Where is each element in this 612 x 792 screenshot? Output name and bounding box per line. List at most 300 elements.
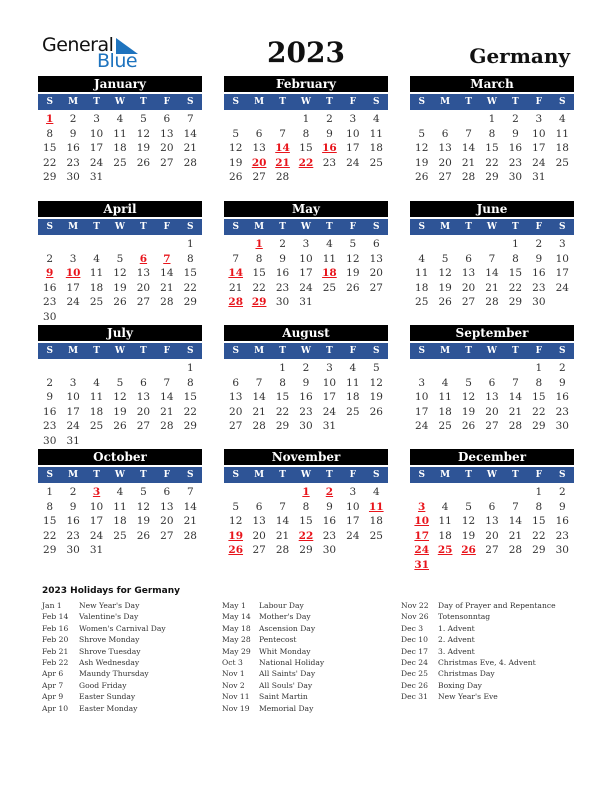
day-cell: 1 [302,113,310,125]
day-cell: 30 [43,310,57,323]
day-cell: 3 [558,238,566,250]
day-cell: 10 [346,127,360,140]
day-cell: 8 [535,500,543,513]
day-cell: 17 [89,142,104,154]
day-cell: 25 [322,281,337,294]
holiday-column [42,600,166,714]
weekday-label: S [558,470,566,480]
month-header: July [38,325,202,343]
holiday-row [42,691,166,702]
weekday-label: S [186,97,194,107]
day-cell: 7 [186,113,194,125]
day-cell: 1 [279,362,286,374]
day-cell: 11 [322,252,337,265]
empty-cell [410,237,433,252]
weekday-label: S [418,470,425,480]
holiday-date: Feb 16 [42,623,69,633]
day-cell: 20 [160,515,174,527]
holiday-date: Feb 21 [42,646,69,656]
day-cell: 20 [369,267,383,279]
weekday-label: T [93,346,100,356]
weekday-label: M [254,97,265,107]
weekday-label: T [279,222,286,232]
day-cell: 5 [116,252,124,265]
day-cell: 7 [232,252,240,265]
weekday-label: S [418,346,425,356]
day-cell: 27 [252,544,266,556]
holiday-day-cell: 10 [65,267,81,279]
day-cell: 26 [461,420,476,432]
day-cell: 8 [488,127,496,140]
day-cell: 27 [461,296,476,308]
holiday-name: Christmas Eve, 4. Advent [438,657,536,667]
empty-cell [108,237,131,252]
day-cell: 9 [535,252,543,265]
day-cell: 10 [299,252,313,265]
holiday-name: Whit Monday [259,646,311,656]
day-cell: 14 [252,391,266,403]
month-header: February [224,76,388,94]
month-header: June [410,201,574,219]
holiday-name: Saint Martin [259,692,308,702]
weekday-bar [224,219,388,235]
holiday-name: All Saints' Day [259,669,316,679]
day-cell: 23 [555,529,569,542]
weekday-label: S [232,222,239,232]
day-grid [410,361,574,434]
day-cell: 18 [415,281,429,294]
holiday-column [401,600,556,703]
day-cell: 19 [346,267,360,279]
holiday-day-cell: 7 [163,252,171,265]
weekday-label: M [440,222,451,232]
empty-cell [224,361,247,376]
day-cell: 3 [418,376,426,389]
day-cell: 23 [66,529,80,542]
day-cell: 1 [512,238,519,250]
holiday-day-cell: 26 [461,544,476,556]
weekday-label: S [186,222,194,232]
day-cell: 29 [532,544,546,556]
day-cell: 7 [488,252,496,265]
day-grid [410,237,574,310]
weekday-bar [410,219,574,235]
day-cell: 3 [69,376,77,389]
day-cell: 24 [346,156,360,169]
holiday-row [222,703,324,714]
day-cell: 7 [512,500,519,513]
day-cell: 22 [532,405,546,418]
day-cell: 11 [415,267,429,279]
day-cell: 5 [140,486,147,498]
weekday-label: F [349,470,357,480]
holiday-day-cell: 3 [92,486,101,498]
holiday-row [42,646,166,657]
day-cell: 5 [418,127,426,140]
holiday-date: Nov 26 [401,612,429,622]
day-cell: 4 [116,486,124,498]
month-header: January [38,76,202,94]
weekday-label: W [114,346,126,356]
day-cell: 30 [322,544,337,556]
holiday-day-cell: 22 [298,529,314,542]
day-grid [38,237,202,324]
empty-cell [480,237,503,252]
empty-cell [433,485,456,500]
day-cell: 19 [415,156,429,169]
empty-cell [38,361,61,376]
weekday-bar [224,94,388,110]
day-cell: 25 [369,156,383,169]
holiday-day-cell: 11 [368,500,384,513]
day-cell: 15 [299,515,313,527]
day-grid [38,485,202,558]
empty-cell [224,112,247,127]
day-cell: 2 [69,113,77,125]
day-cell: 21 [508,405,523,418]
holiday-name: Easter Sunday [79,692,136,702]
weekday-label: M [440,97,451,107]
empty-cell [155,361,178,376]
weekday-label: T [279,470,286,480]
day-cell: 10 [346,500,360,513]
day-cell: 8 [46,127,54,140]
holiday-name: 3. Advent [438,646,475,656]
day-cell: 18 [438,405,452,418]
day-cell: 5 [441,252,449,265]
weekday-label: T [512,470,519,480]
day-cell: 4 [558,113,566,125]
day-grid [224,237,388,310]
day-cell: 22 [183,405,197,418]
day-cell: 25 [89,420,104,432]
day-cell: 31 [322,420,337,432]
day-cell: 16 [66,142,80,154]
day-cell: 14 [275,515,290,527]
day-cell: 3 [302,238,310,250]
day-grid [224,485,388,558]
day-cell: 3 [326,362,333,374]
day-cell: 14 [508,515,523,527]
day-cell: 27 [485,544,499,556]
logo-blue-text: Blue [97,50,138,72]
weekday-bar [224,467,388,483]
day-cell: 2 [512,113,519,125]
holiday-column [222,600,324,714]
day-cell: 2 [46,376,54,389]
day-cell: 17 [346,142,360,154]
weekday-bar [38,343,202,359]
day-cell: 18 [369,515,383,527]
day-cell: 9 [279,252,286,265]
day-cell: 6 [255,500,263,513]
day-cell: 3 [349,486,357,498]
holiday-day-cell: 1 [255,238,263,250]
weekday-label: F [535,97,543,107]
month-header: April [38,201,202,219]
holiday-day-cell: 19 [228,529,244,542]
empty-cell [224,237,247,252]
day-cell: 8 [186,376,194,389]
day-cell: 17 [89,515,104,527]
day-cell: 24 [415,420,429,432]
holiday-name: Ascension Day [259,623,316,633]
day-cell: 8 [302,127,310,140]
day-cell: 15 [508,267,523,279]
weekday-label: S [186,470,194,480]
day-cell: 5 [465,500,472,513]
empty-cell [410,361,433,376]
day-cell: 23 [555,405,569,418]
empty-cell [457,361,480,376]
weekday-label: W [486,222,498,232]
holiday-row [401,668,556,679]
day-cell: 12 [229,142,243,154]
day-cell: 26 [415,171,429,183]
day-cell: 30 [532,296,546,308]
day-cell: 3 [349,113,357,125]
day-cell: 24 [322,405,337,418]
day-cell: 5 [116,376,124,389]
day-cell: 18 [89,281,104,294]
month-february [224,76,388,185]
day-cell: 6 [441,127,449,140]
day-cell: 13 [252,142,266,154]
holiday-day-cell: 10 [414,515,430,527]
day-cell: 5 [232,127,240,140]
day-cell: 24 [66,296,80,308]
weekday-label: S [232,470,239,480]
weekday-label: F [163,470,171,480]
day-cell: 14 [160,391,174,403]
holiday-day-cell: 21 [275,156,290,169]
holiday-date: Feb 22 [42,657,69,667]
page-title-year: 2023 [267,36,345,69]
weekday-label: S [372,346,380,356]
month-may [224,201,388,310]
month-january [38,76,202,185]
holiday-row [222,646,324,657]
weekday-label: W [300,97,312,107]
day-cell: 24 [299,281,313,294]
day-cell: 9 [558,376,566,389]
day-cell: 12 [136,127,151,140]
day-cell: 19 [229,156,243,169]
month-header: December [410,449,574,467]
weekday-label: S [46,222,53,232]
empty-cell [271,485,294,500]
weekday-label: T [140,222,147,232]
day-grid [224,361,388,434]
weekday-label: W [114,470,126,480]
day-cell: 8 [302,500,310,513]
day-cell: 23 [43,296,57,308]
day-cell: 27 [369,281,383,294]
day-cell: 14 [183,500,197,513]
weekday-label: T [512,97,519,107]
holiday-name: Pentecost [259,635,297,645]
empty-cell [480,485,503,500]
day-cell: 24 [89,529,104,542]
day-cell: 31 [299,296,313,308]
holiday-date: Nov 11 [222,692,250,702]
day-cell: 7 [279,500,286,513]
month-october [38,449,202,558]
weekday-bar [410,343,574,359]
weekday-label: T [140,346,147,356]
weekday-label: F [163,97,171,107]
day-cell: 13 [160,127,174,140]
day-cell: 8 [279,376,286,389]
day-cell: 3 [93,113,100,125]
day-cell: 15 [532,391,546,403]
holiday-row [42,634,166,645]
day-cell: 13 [461,267,476,279]
holiday-name: Shrove Monday [79,635,140,645]
holiday-date: May 14 [222,612,251,622]
empty-cell [61,361,84,376]
day-cell: 12 [438,267,452,279]
day-cell: 29 [275,420,290,432]
day-cell: 15 [485,142,499,154]
day-cell: 2 [535,238,543,250]
weekday-label: S [372,97,380,107]
day-cell: 28 [275,544,290,556]
day-cell: 9 [326,127,333,140]
month-april [38,201,202,324]
empty-cell [504,485,527,500]
day-grid [410,112,574,185]
day-cell: 30 [555,420,569,432]
day-cell: 4 [372,113,380,125]
weekday-label: T [465,346,472,356]
day-cell: 28 [461,171,476,183]
day-cell: 10 [322,376,337,389]
empty-cell [224,485,247,500]
month-november [224,449,388,558]
day-cell: 7 [512,376,519,389]
day-cell: 10 [555,252,569,265]
weekday-label: T [465,222,472,232]
day-cell: 17 [346,515,360,527]
day-cell: 12 [415,142,429,154]
holiday-date: Dec 26 [401,680,428,690]
holiday-date: Nov 1 [222,669,245,679]
day-cell: 6 [465,252,472,265]
holiday-day-cell: 1 [302,486,310,498]
day-cell: 6 [255,127,263,140]
month-september [410,325,574,434]
day-cell: 4 [349,362,357,374]
holiday-day-cell: 29 [251,296,267,308]
weekday-label: S [372,222,380,232]
day-cell: 28 [252,420,266,432]
day-cell: 11 [369,127,383,140]
empty-cell [108,361,131,376]
holiday-date: Dec 24 [401,657,428,667]
day-cell: 23 [43,420,57,432]
holiday-row [401,657,556,668]
holiday-row [401,691,556,702]
day-cell: 8 [512,252,519,265]
weekday-label: S [372,470,380,480]
day-cell: 13 [136,391,151,403]
weekday-label: S [186,346,194,356]
holiday-name: Totensonntag [438,612,491,622]
weekday-label: F [535,470,543,480]
holiday-date: Apr 10 [42,703,69,713]
weekday-label: T [93,97,100,107]
month-june [410,201,574,310]
empty-cell [271,112,294,127]
day-cell: 2 [558,362,566,374]
weekday-label: S [558,97,566,107]
day-cell: 19 [369,391,383,403]
day-cell: 21 [160,405,174,418]
holiday-day-cell: 26 [228,544,244,556]
empty-cell [132,237,155,252]
day-cell: 20 [136,405,151,418]
weekday-label: T [326,97,333,107]
weekday-label: F [535,346,543,356]
day-cell: 31 [89,171,104,183]
weekday-label: T [93,222,100,232]
day-cell: 30 [43,434,57,447]
day-cell: 27 [229,420,243,432]
day-cell: 26 [229,171,243,183]
weekday-label: F [535,222,543,232]
weekday-label: T [279,346,286,356]
day-cell: 16 [66,515,80,527]
day-cell: 3 [535,113,543,125]
day-cell: 24 [66,420,80,432]
day-cell: 20 [461,281,476,294]
day-cell: 22 [508,281,523,294]
day-cell: 18 [113,142,127,154]
holiday-name: Easter Monday [79,703,138,713]
day-cell: 11 [346,376,360,389]
holiday-name: Shrove Tuesday [79,646,141,656]
day-cell: 24 [532,156,546,169]
day-cell: 18 [438,529,452,542]
weekday-label: S [232,346,239,356]
weekday-label: M [254,470,265,480]
day-cell: 13 [438,142,452,154]
day-cell: 15 [252,267,266,279]
day-cell: 21 [229,281,243,294]
empty-cell [132,361,155,376]
day-cell: 12 [461,515,476,527]
day-cell: 9 [46,391,54,403]
empty-cell [38,237,61,252]
empty-cell [247,112,270,127]
day-cell: 24 [555,281,569,294]
day-cell: 19 [461,529,476,542]
day-cell: 24 [346,529,360,542]
day-cell: 29 [43,171,57,183]
holiday-day-cell: 20 [251,156,267,169]
day-cell: 28 [508,420,523,432]
holiday-day-cell: 2 [325,486,334,498]
day-cell: 23 [322,156,337,169]
holiday-row [401,611,556,622]
weekday-label: M [440,346,451,356]
holiday-name: Memorial Day [259,703,314,713]
day-cell: 1 [186,238,194,250]
day-cell: 21 [183,515,197,527]
day-cell: 5 [232,500,240,513]
holiday-name: Women's Carnival Day [79,623,166,633]
